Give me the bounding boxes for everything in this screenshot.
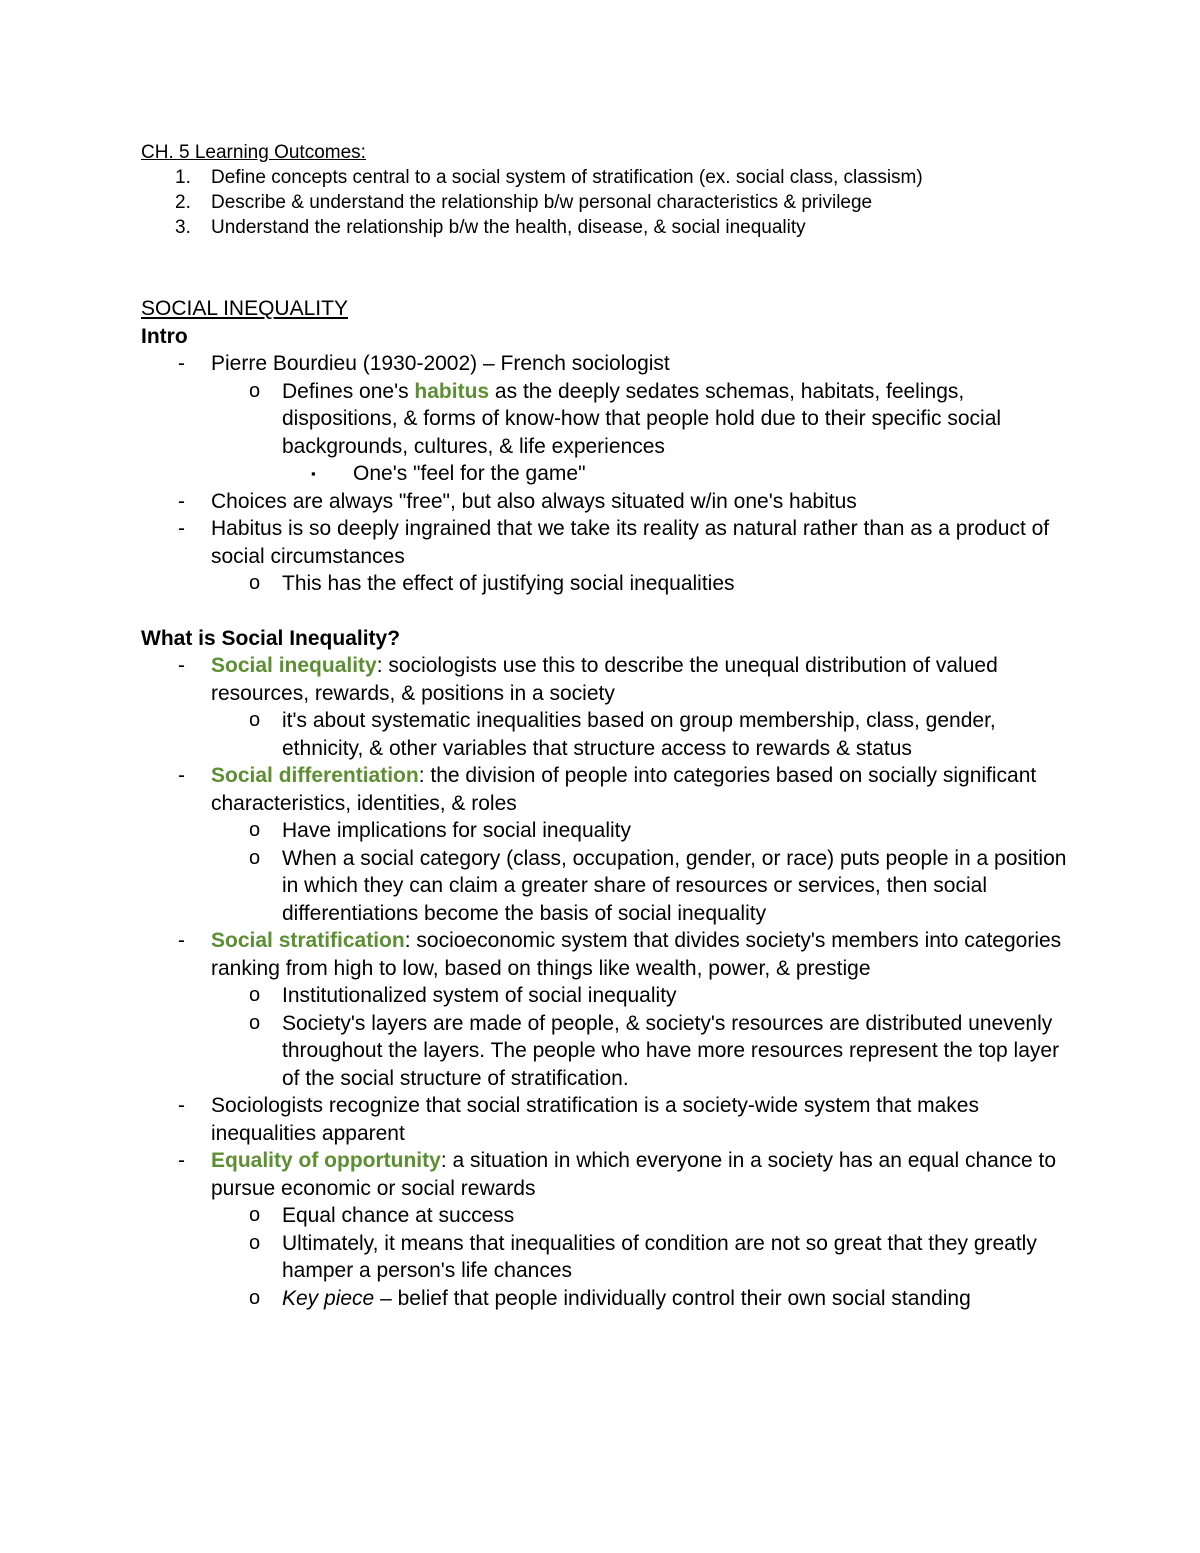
dash-bullet: -: [178, 929, 185, 952]
list-item: o Key piece – belief that people individually control their own social standing: [141, 1285, 1071, 1313]
learning-outcome-item: 3. Understand the relationship b/w the health, disease, & social inequality: [175, 217, 806, 238]
list-item: o Have implications for social inequality: [141, 817, 1071, 845]
circle-bullet: o: [249, 846, 261, 869]
list-item: o Institutionalized system of social inequality: [141, 982, 1071, 1010]
dash-bullet: -: [178, 1149, 185, 1172]
term-social-stratification: Social stratification: [211, 929, 405, 952]
circle-bullet: o: [249, 1204, 261, 1226]
list-item: o Ultimately, it means that inequalities of condition are not so great that they greatly hamper a person's life chances: [249, 1231, 1037, 1282]
list-item: - Pierre Bourdieu (1930-2002) – French sociologist: [141, 350, 1071, 378]
list-item: - Social stratification: socioeconomic system that divides society's members into categories ranking from high to low, based on things like wealth, power, & prestige: [178, 929, 1062, 980]
circle-bullet: o: [249, 572, 261, 594]
term-social-differentiation: Social differentiation: [211, 764, 419, 787]
circle-bullet: o: [249, 709, 261, 731]
section-title: SOCIAL INEQUALITY: [141, 297, 348, 320]
dash-bullet: -: [178, 489, 185, 513]
circle-bullet: o: [249, 984, 261, 1006]
intro-heading: Intro: [141, 324, 188, 348]
list-item: o it's about systematic inequalities based on group membership, class, gender, ethnicity, & other variables that structure access to rewards & status: [249, 709, 996, 760]
list-item: o Defines one's habitus as the deeply sedates schemas, habitats, feelings, dispositions, & forms of know-how that people hold due to their specific social backgrounds, cultures, & life experiences: [249, 379, 1002, 458]
list-item: o Equal chance at success: [141, 1202, 1071, 1230]
dash-bullet: -: [178, 764, 185, 787]
what-is-heading: What is Social Inequality?: [141, 626, 401, 650]
list-item: - Choices are always "free", but also always situated w/in one's habitus: [141, 488, 1071, 516]
circle-bullet: o: [249, 819, 261, 841]
list-item: o This has the effect of justifying social inequalities: [141, 570, 1071, 598]
list-item: - Sociologists recognize that social stratification is a society-wide system that makes inequalities apparent: [178, 1094, 979, 1145]
dash-bullet: -: [178, 352, 185, 375]
list-item: ▪ One's "feel for the game": [141, 460, 1071, 488]
circle-bullet: o: [249, 1231, 261, 1254]
list-item: - Social inequality: sociologists use this to describe the unequal distribution of valued resources, rewards, & positions in a society: [178, 654, 998, 705]
term-equality-of-opportunity: Equality of opportunity: [211, 1149, 441, 1172]
circle-bullet: o: [249, 1286, 261, 1309]
list-item: - Habitus is so deeply ingrained that we take its reality as natural rather than as a product of social circumstances: [178, 517, 1050, 568]
circle-bullet: o: [249, 1011, 261, 1034]
learning-outcome-item: 1. Define concepts central to a social system of stratification (ex. social class, classism): [175, 167, 923, 188]
learning-outcomes-list: [141, 165, 1071, 240]
list-item: o Society's layers are made of people, & society's resources are distributed unevenly throughout the layers. The people who have more resources represent the top layer of the social structure of stratification.: [249, 1011, 1060, 1090]
list-item: - Equality of opportunity: a situation in which everyone in a society has an equal chance to pursue economic or social rewards: [178, 1149, 1057, 1200]
dash-bullet: -: [178, 654, 185, 677]
dash-bullet: -: [178, 1094, 185, 1117]
learning-outcomes-title: CH. 5 Learning Outcomes:: [141, 142, 366, 163]
list-item: - Social differentiation: the division of people into categories based on socially significant characteristics, identities, & roles: [178, 764, 1037, 815]
document-content: [141, 140, 1071, 1312]
list-item: o When a social category (class, occupation, gender, or race) puts people in a position in which they can claim a greater share of resources or services, then social differentiations become the basis of social inequality: [249, 846, 1067, 925]
dash-bullet: -: [178, 517, 185, 540]
circle-bullet: o: [249, 379, 261, 402]
square-bullet: ▪: [311, 466, 316, 481]
term-social-inequality: Social inequality: [211, 654, 377, 677]
term-habitus: habitus: [414, 379, 490, 403]
learning-outcome-item: 2. Describe & understand the relationship b/w personal characteristics & privilege: [175, 192, 873, 213]
